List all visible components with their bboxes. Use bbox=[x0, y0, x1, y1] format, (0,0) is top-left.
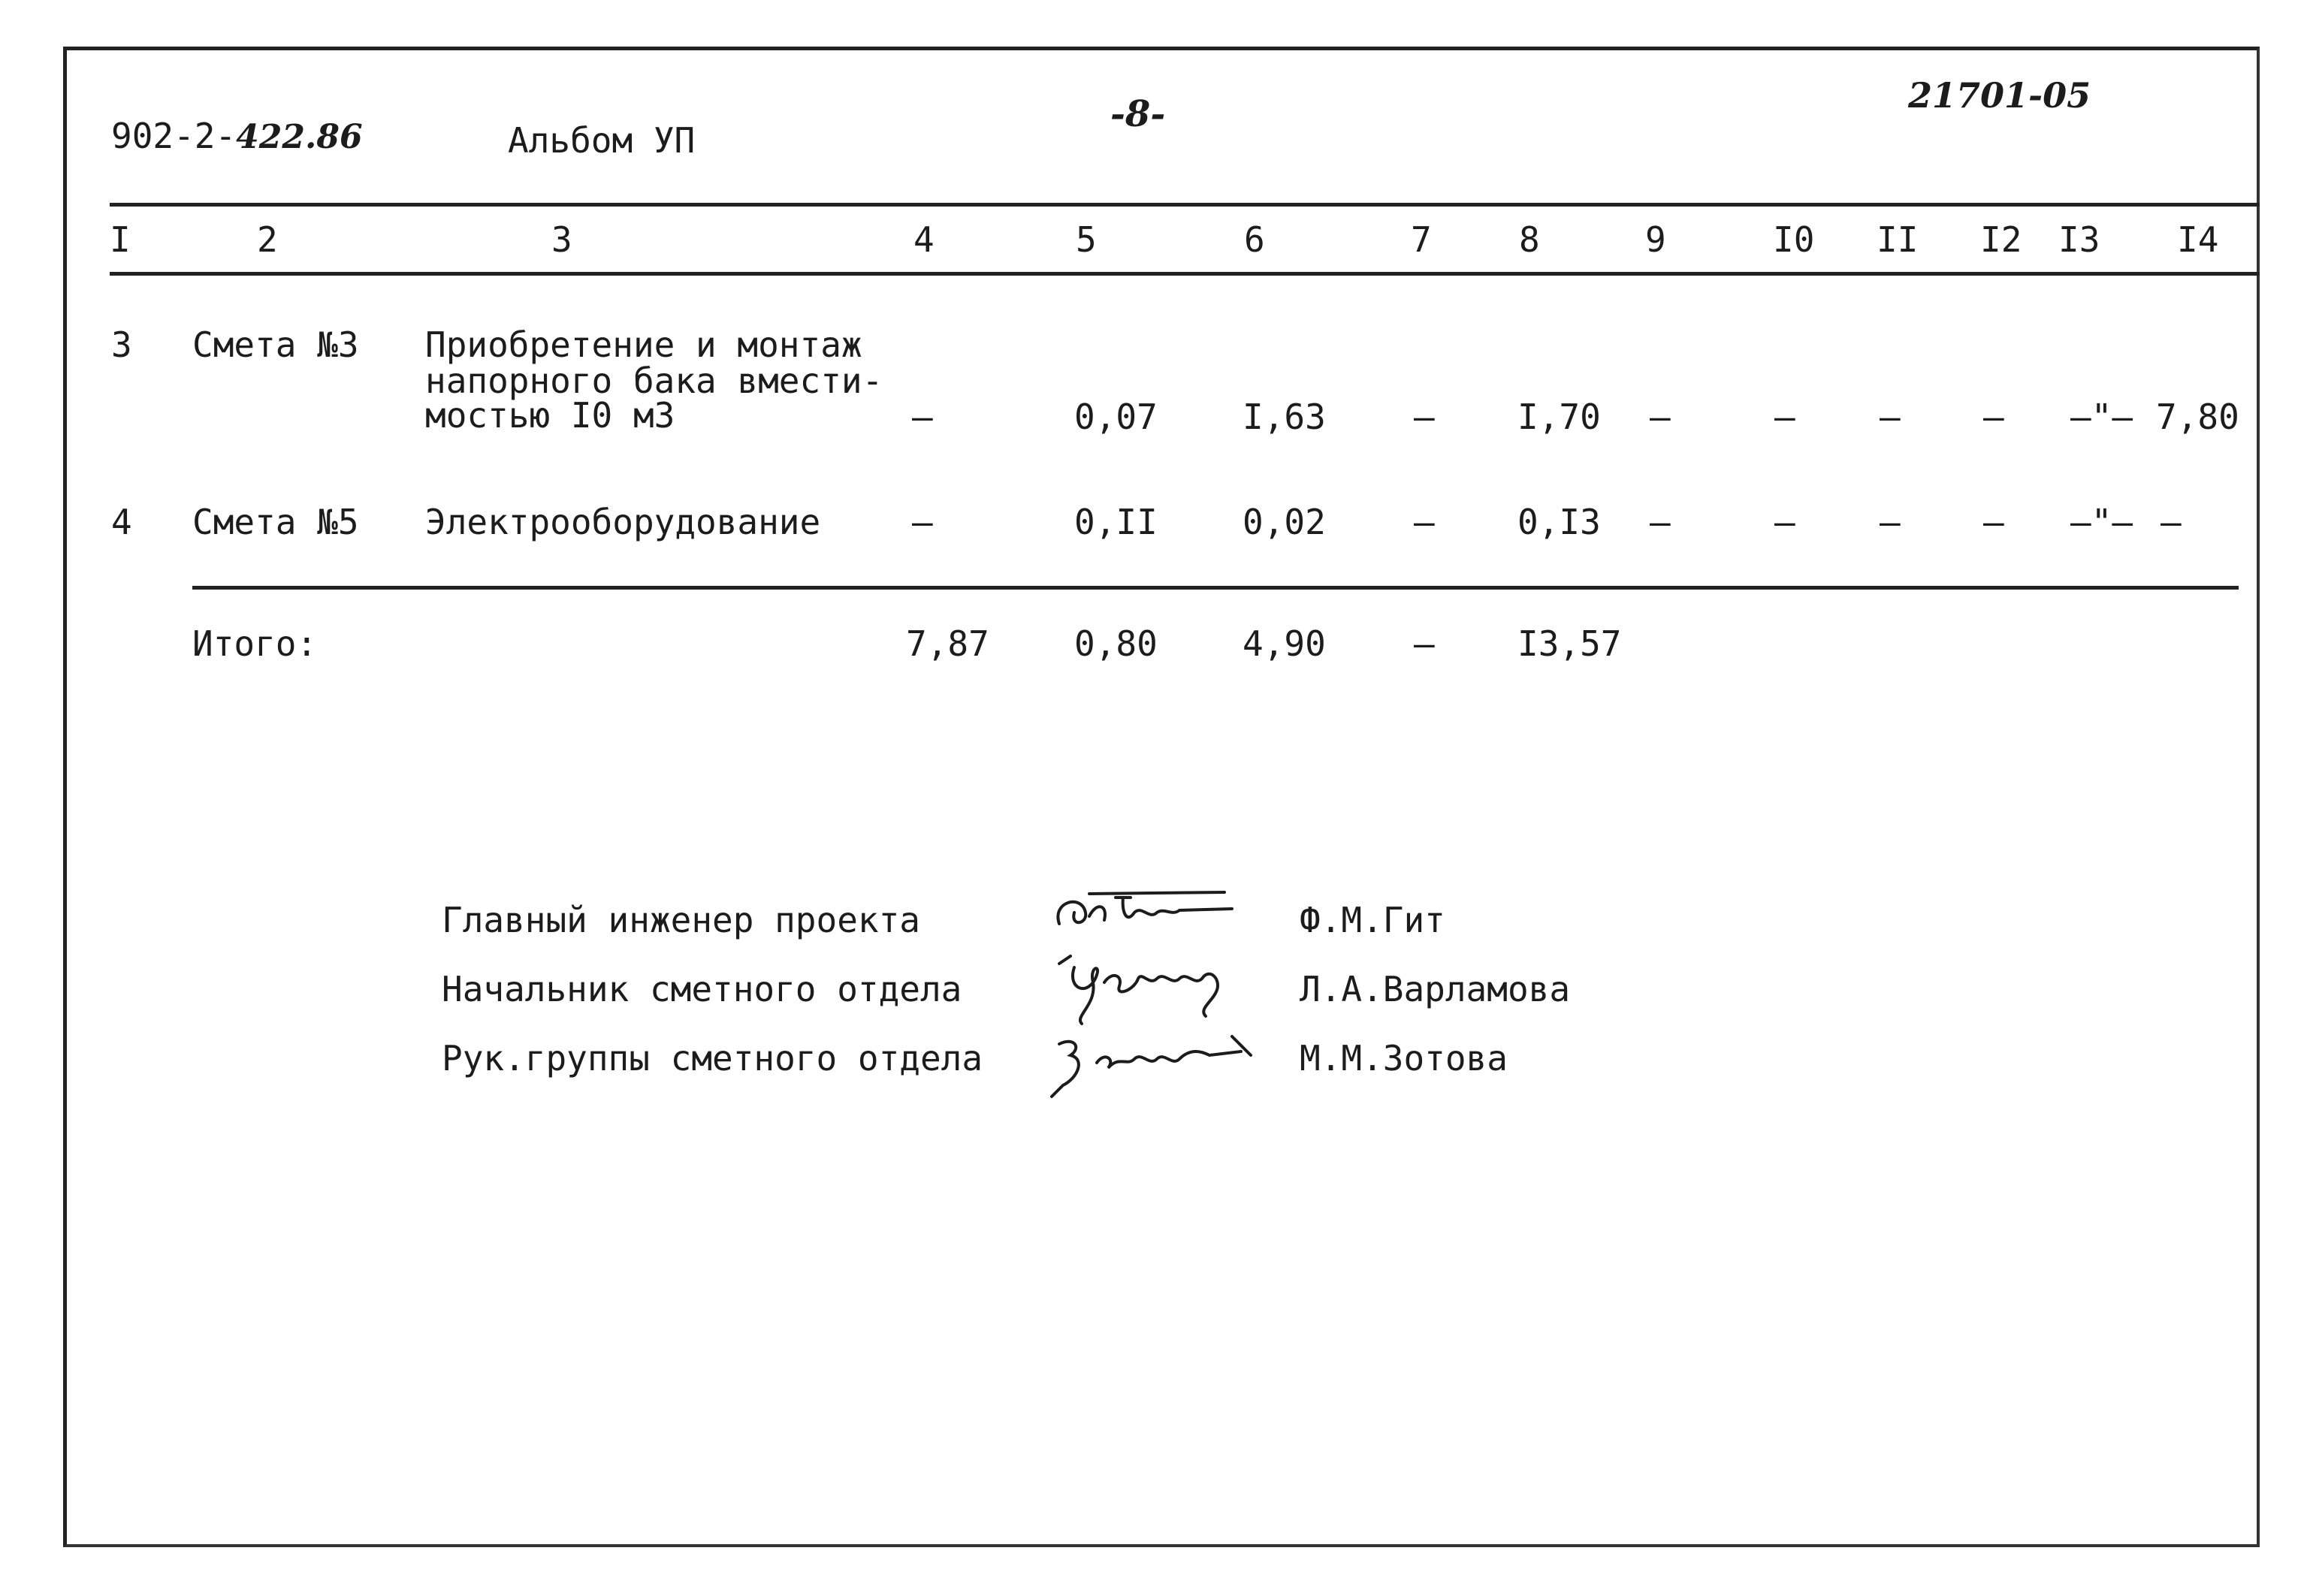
estimate-ref: Смета №5 bbox=[192, 502, 359, 542]
signature-title: Начальник сметного отдела bbox=[442, 969, 962, 1009]
cell-col11: – bbox=[1880, 502, 1901, 542]
cell-col7: – bbox=[1414, 397, 1435, 437]
cell-col9: – bbox=[1650, 397, 1671, 437]
header-bottom-rule bbox=[110, 272, 2260, 276]
cell-col12: – bbox=[1983, 397, 2004, 437]
cell-col11: – bbox=[1880, 397, 1901, 437]
column-header: 2 bbox=[257, 219, 278, 260]
total-col5: 0,80 bbox=[1074, 623, 1158, 664]
page-number: -8- bbox=[1110, 93, 1166, 135]
item-name-line: Электрооборудование bbox=[425, 502, 821, 542]
archive-number: 21701-05 bbox=[1908, 75, 2091, 116]
cell-col7: – bbox=[1414, 502, 1435, 542]
cell-col4: – bbox=[912, 502, 933, 542]
total-col8: I3,57 bbox=[1517, 623, 1622, 664]
column-header: I4 bbox=[2177, 219, 2219, 260]
column-header: 8 bbox=[1519, 219, 1540, 260]
handwritten-signature-gith bbox=[1044, 879, 1270, 946]
cell-col13: –"– bbox=[2070, 502, 2133, 542]
column-header: 4 bbox=[913, 219, 935, 260]
handwritten-signature-zotova bbox=[1044, 1021, 1270, 1112]
total-label: Итого: bbox=[192, 623, 318, 664]
cell-col10: – bbox=[1774, 397, 1795, 437]
cell-col12: – bbox=[1983, 502, 2004, 542]
cell-col14: – bbox=[2161, 502, 2182, 542]
estimate-ref: Смета №3 bbox=[192, 324, 359, 365]
doc-code-printed: 902-2- bbox=[111, 116, 237, 156]
signature-title: Главный инженер проекта bbox=[442, 900, 920, 940]
doc-code bbox=[111, 116, 363, 156]
column-header: 9 bbox=[1645, 219, 1666, 260]
cell-col13: –"– bbox=[2070, 397, 2133, 437]
item-name-line: напорного бака вмести- bbox=[425, 361, 883, 401]
header-top-rule bbox=[110, 203, 2260, 207]
column-header: I0 bbox=[1773, 219, 1815, 260]
cell-col8: 0,I3 bbox=[1517, 502, 1601, 542]
column-header: 6 bbox=[1244, 219, 1265, 260]
cell-col6: 0,02 bbox=[1243, 502, 1326, 542]
column-header: 5 bbox=[1076, 219, 1097, 260]
signature-title: Рук.группы сметного отдела bbox=[442, 1038, 983, 1079]
doc-code-handwritten: 422.86 bbox=[236, 118, 363, 156]
total-col7: – bbox=[1414, 623, 1435, 664]
cell-col6: I,63 bbox=[1243, 397, 1326, 437]
column-header: 3 bbox=[551, 219, 572, 260]
cell-col10: – bbox=[1774, 502, 1795, 542]
item-name-line: Приобретение и монтаж bbox=[425, 324, 862, 365]
column-header: 7 bbox=[1411, 219, 1432, 260]
total-col6: 4,90 bbox=[1243, 623, 1326, 664]
cell-col14: 7,80 bbox=[2156, 397, 2239, 437]
column-header: I bbox=[110, 219, 131, 260]
total-col4: 7,87 bbox=[906, 623, 989, 664]
album-label: Альбом УП bbox=[508, 120, 696, 161]
cell-col5: 0,07 bbox=[1074, 397, 1158, 437]
item-name-line: мостью I0 м3 bbox=[425, 395, 675, 436]
total-rule bbox=[192, 586, 2239, 590]
column-header: I3 bbox=[2058, 219, 2100, 260]
handwritten-signature-varlamova bbox=[1044, 945, 1270, 1027]
signature-name: Ф.М.Гит bbox=[1300, 900, 1445, 940]
column-header: I2 bbox=[1980, 219, 2022, 260]
row-number: 4 bbox=[111, 502, 132, 542]
row-number: 3 bbox=[111, 324, 132, 365]
cell-col8: I,70 bbox=[1517, 397, 1601, 437]
signature-name: Л.А.Варламова bbox=[1300, 969, 1571, 1009]
cell-col5: 0,II bbox=[1074, 502, 1158, 542]
column-header: II bbox=[1877, 219, 1919, 260]
cell-col4: – bbox=[912, 397, 933, 437]
cell-col9: – bbox=[1650, 502, 1671, 542]
signature-name: М.М.Зотова bbox=[1300, 1038, 1508, 1079]
